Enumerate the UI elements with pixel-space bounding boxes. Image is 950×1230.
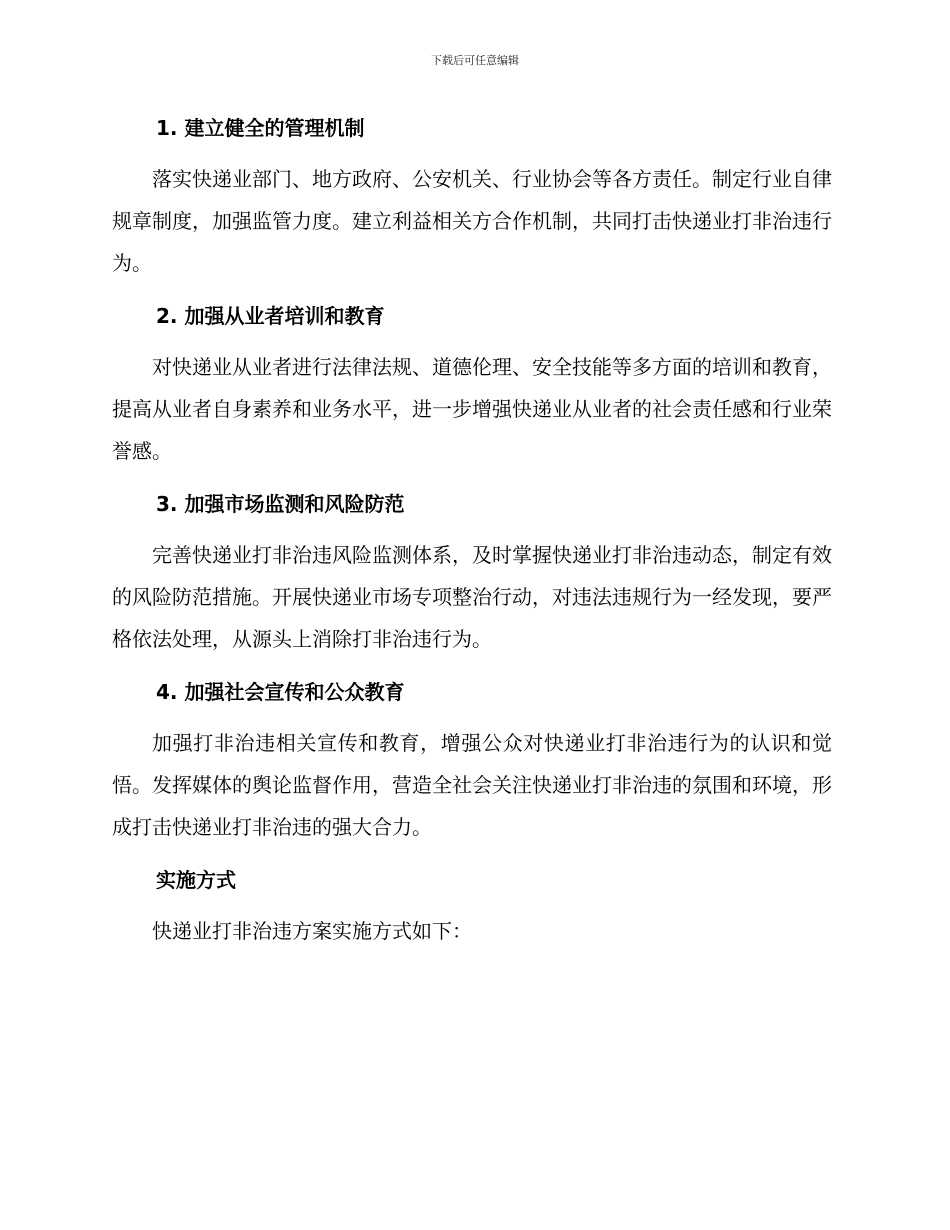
- section-heading: 2. 加强从业者培训和教育: [156, 304, 385, 328]
- section-heading: 1. 建立健全的管理机制: [156, 116, 365, 140]
- section-practitioner-training: [112, 296, 832, 472]
- section-public-education: [112, 672, 832, 848]
- section-paragraph: 落实快递业部门、地方政府、公安机关、行业协会等各方责任。制定行业自律规章制度，加强监管力度。建立利益相关方合作机制，共同打击快递业打非治违行为。: [112, 167, 832, 275]
- section-paragraph: 完善快递业打非治违风险监测体系，及时掌握快递业打非治违动态，制定有效的风险防范措施。开展快递业市场专项整治行动，对违法违规行为一经发现，要严格依法处理，从源头上消除打非治违行为。: [112, 543, 832, 651]
- section-management-mechanism: [112, 108, 832, 284]
- document-body: [112, 108, 832, 964]
- section-heading: 4. 加强社会宣传和公众教育: [156, 680, 405, 704]
- section-heading: 3. 加强市场监测和风险防范: [156, 492, 405, 516]
- page-header: 下载后可任意编辑: [431, 54, 519, 67]
- section-heading: 实施方式: [156, 868, 236, 892]
- section-market-monitoring: [112, 484, 832, 660]
- section-paragraph: 对快递业从业者进行法律法规、道德伦理、安全技能等多方面的培训和教育，提高从业者自身素养和业务水平，进一步增强快递业从业者的社会责任感和行业荣誉感。: [112, 355, 832, 463]
- section-paragraph: 加强打非治违相关宣传和教育，增强公众对快递业打非治违行为的认识和觉悟。发挥媒体的舆论监督作用，营造全社会关注快递业打非治违的氛围和环境，形成打击快递业打非治违的强大合力。: [112, 731, 832, 839]
- section-implementation: [112, 860, 832, 952]
- section-paragraph: 快递业打非治违方案实施方式如下：: [152, 919, 472, 943]
